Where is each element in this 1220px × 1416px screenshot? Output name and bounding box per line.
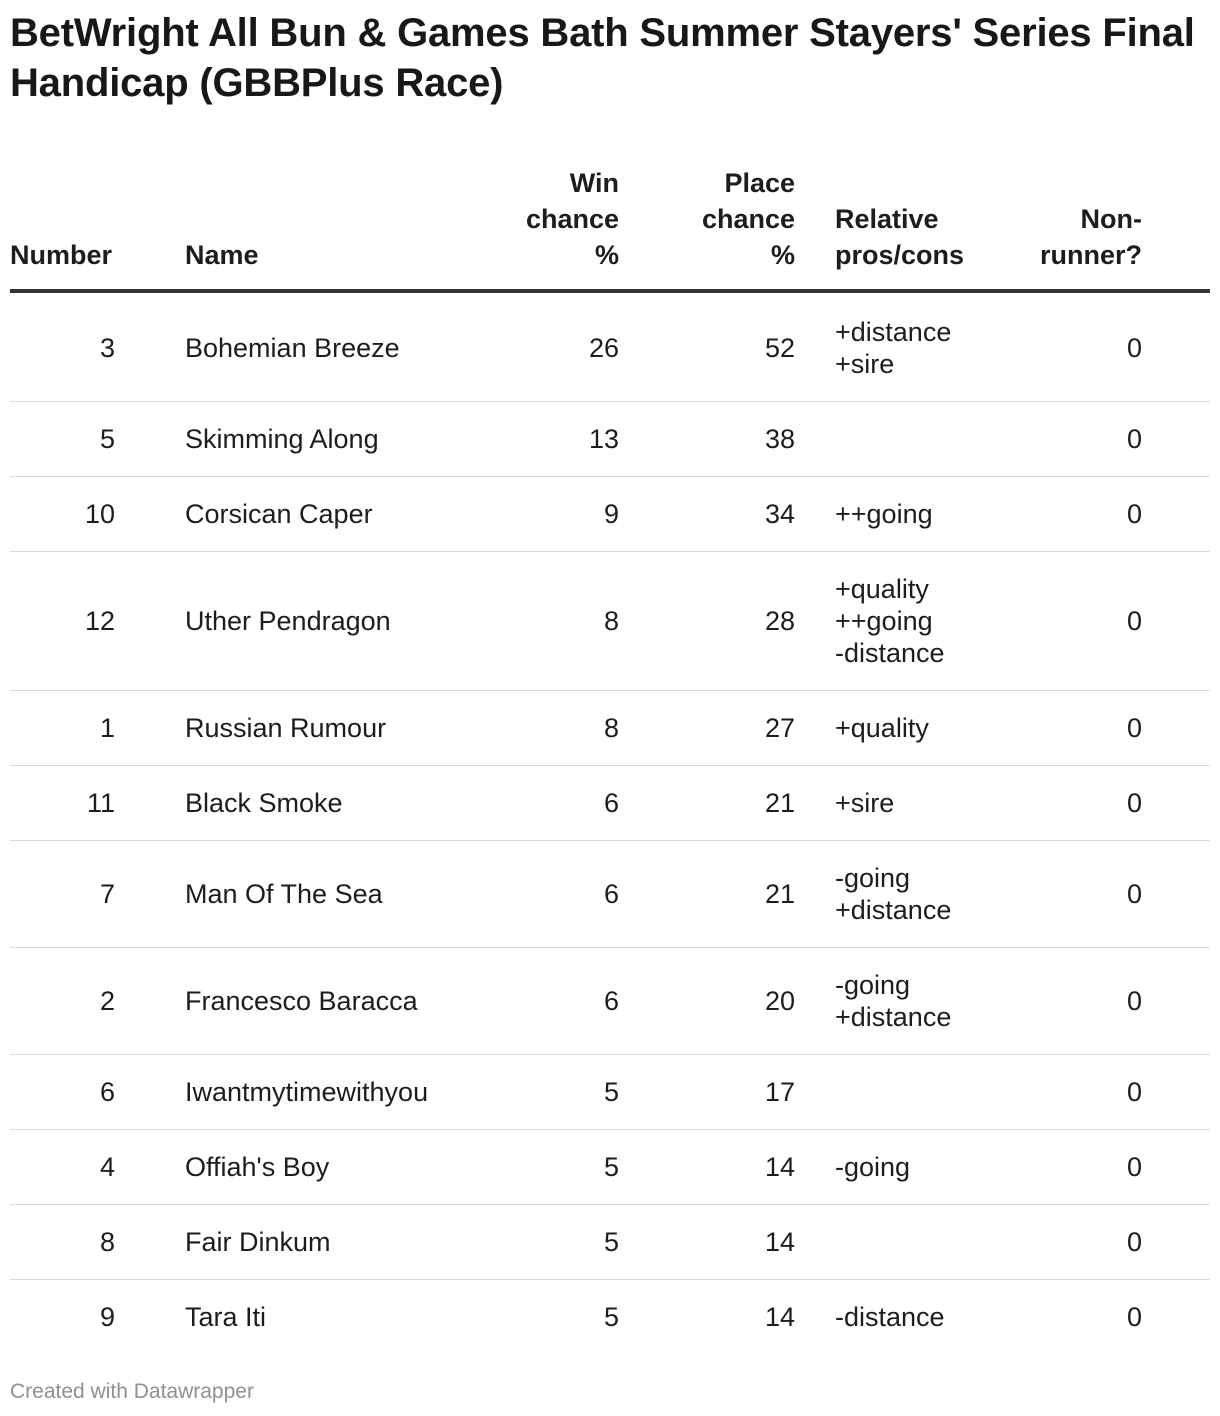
- table-row: [10, 766, 1210, 841]
- cell-number: 5: [10, 402, 185, 477]
- table-row: [10, 402, 1210, 477]
- cell-pros-cons: [798, 477, 994, 552]
- table-row: [10, 1130, 1210, 1205]
- header-pros-cons[interactable]: [798, 165, 994, 291]
- cell-win-chance: 5: [470, 1055, 622, 1130]
- header-line: chance: [525, 204, 619, 234]
- cell-number: 10: [10, 477, 185, 552]
- cell-non-runner: 0: [994, 291, 1142, 402]
- cell-place-chance: 14: [764, 1302, 795, 1332]
- header-place-chance[interactable]: [622, 165, 798, 291]
- cell-place-chance: 21: [622, 841, 798, 948]
- pros-cons-item: +distance: [835, 317, 952, 347]
- cell-win-chance: 5: [470, 1130, 622, 1205]
- cell-clipped-column: [1142, 291, 1210, 402]
- pros-cons-item: -going: [835, 863, 911, 893]
- cell-clipped-column: [1142, 766, 1210, 841]
- cell-clipped-column: [1142, 948, 1210, 1055]
- cell-pros-cons: [798, 766, 994, 841]
- table-row: [10, 477, 1210, 552]
- cell-place-chance: 21: [622, 766, 798, 841]
- header-line: Place: [724, 168, 795, 198]
- cell-clipped-column: [1142, 841, 1210, 948]
- header-win-chance[interactable]: [470, 165, 622, 291]
- cell-pros-cons: [798, 1055, 994, 1130]
- pros-cons-item: ++going: [835, 499, 933, 529]
- cell-win-chance: 13: [470, 402, 622, 477]
- cell-clipped-column: [1142, 1055, 1210, 1130]
- cell-pros-cons: [798, 691, 994, 766]
- cell-non-runner: 0: [994, 691, 1142, 766]
- table-row: [10, 691, 1210, 766]
- pros-cons-item: ++going: [835, 606, 933, 636]
- table-row: [10, 841, 1210, 948]
- cell-place-chance: 14: [622, 1130, 798, 1205]
- cell-place-chance: 52: [622, 291, 798, 402]
- cell-name: Corsican Caper: [185, 477, 470, 552]
- header-clipped-column: [1142, 165, 1210, 291]
- table-body: [10, 291, 1210, 1354]
- chart-title: BetWright All Bun & Games Bath Summer Stayers' Series Final Handicap (GBBPlus Race): [10, 11, 1195, 105]
- cell-place-chance: 28: [622, 552, 798, 691]
- cell-pros-cons: [798, 1130, 994, 1205]
- cell-win-chance: 9: [470, 477, 622, 552]
- cell-win-chance: 5: [603, 1302, 619, 1332]
- cell-name: Skimming Along: [185, 402, 470, 477]
- header-line: Win: [569, 168, 619, 198]
- footer-credit[interactable]: Created with Datawrapper: [10, 1380, 254, 1403]
- cell-name: Fair Dinkum: [185, 1205, 470, 1280]
- table-row: [10, 291, 1210, 402]
- results-table-container: [10, 165, 1210, 1354]
- cell-name: Tara Iti: [185, 1302, 267, 1332]
- cell-win-chance: 8: [470, 691, 622, 766]
- cell-name: Offiah's Boy: [185, 1130, 470, 1205]
- table-row: [10, 1280, 1210, 1355]
- pros-cons-item: +distance: [835, 895, 952, 925]
- cell-non-runner: 0: [994, 1055, 1142, 1130]
- cell-name: Uther Pendragon: [185, 552, 470, 691]
- cell-clipped-column: [1142, 552, 1210, 691]
- header-line: Number: [10, 240, 113, 270]
- cell-pros-cons: [798, 291, 994, 402]
- cell-place-chance: 20: [622, 948, 798, 1055]
- table-row: [10, 1055, 1210, 1130]
- cell-number: 4: [10, 1130, 185, 1205]
- header-row: [10, 165, 1210, 291]
- cell-pros-cons: [798, 1205, 994, 1280]
- cell-win-chance: 8: [470, 552, 622, 691]
- cell-name: Iwantmytimewithyou: [185, 1055, 470, 1130]
- cell-non-runner: 0: [994, 1205, 1142, 1280]
- cell-pros-cons: [798, 1280, 994, 1355]
- cell-number: 6: [10, 1055, 185, 1130]
- cell-win-chance: 6: [470, 841, 622, 948]
- cell-name: Russian Rumour: [185, 691, 470, 766]
- cell-win-chance: 5: [470, 1205, 622, 1280]
- cell-clipped-column: [1142, 1130, 1210, 1205]
- table-header: [10, 165, 1210, 291]
- cell-non-runner: 0: [994, 402, 1142, 477]
- cell-number: 8: [10, 1205, 185, 1280]
- header-line: %: [770, 240, 795, 270]
- pros-cons-item: +quality: [835, 713, 929, 743]
- cell-name: Black Smoke: [185, 766, 470, 841]
- cell-number: 11: [10, 766, 185, 841]
- header-non-runner[interactable]: [994, 165, 1142, 291]
- cell-pros-cons: [798, 402, 994, 477]
- cell-non-runner: 0: [994, 477, 1142, 552]
- cell-pros-cons: [798, 948, 994, 1055]
- pros-cons-item: -distance: [835, 638, 945, 668]
- cell-place-chance: 14: [622, 1205, 798, 1280]
- cell-clipped-column: [1142, 477, 1210, 552]
- table-row: [10, 552, 1210, 691]
- header-number[interactable]: [10, 165, 185, 291]
- pros-cons-item: +distance: [835, 1002, 952, 1032]
- pros-cons-item: -going: [835, 970, 911, 1000]
- cell-number: 9: [99, 1302, 115, 1332]
- cell-clipped-column: [1142, 691, 1210, 766]
- cell-number: 1: [10, 691, 185, 766]
- pros-cons-item: -distance: [835, 1302, 945, 1332]
- cell-non-runner: 0: [994, 552, 1142, 691]
- cell-win-chance: 26: [470, 291, 622, 402]
- cell-number: 2: [10, 948, 185, 1055]
- pros-cons-item: +sire: [835, 349, 895, 379]
- cell-pros-cons: [798, 552, 994, 691]
- results-table: [10, 165, 1210, 1354]
- cell-place-chance: 38: [622, 402, 798, 477]
- cell-place-chance: 27: [622, 691, 798, 766]
- cell-name: Man Of The Sea: [185, 841, 470, 948]
- header-line: Relative: [835, 204, 939, 234]
- cell-place-chance: 17: [622, 1055, 798, 1130]
- cell-place-chance: 34: [622, 477, 798, 552]
- header-line: chance: [701, 204, 795, 234]
- cell-non-runner: 0: [1126, 1302, 1142, 1332]
- pros-cons-item: +quality: [835, 574, 929, 604]
- cell-clipped-column: [1142, 1205, 1210, 1280]
- header-line: Non-: [1080, 204, 1142, 234]
- header-name[interactable]: [185, 165, 470, 291]
- cell-number: 3: [10, 291, 185, 402]
- pros-cons-item: +sire: [835, 788, 895, 818]
- header-line: pros/cons: [835, 240, 965, 270]
- table-row: [10, 948, 1210, 1055]
- cell-number: 7: [10, 841, 185, 948]
- pros-cons-item: -going: [835, 1152, 911, 1182]
- cell-non-runner: 0: [994, 948, 1142, 1055]
- cell-non-runner: 0: [994, 841, 1142, 948]
- header-line: runner?: [1039, 240, 1142, 270]
- cell-clipped-column: [1142, 402, 1210, 477]
- cell-number: 12: [10, 552, 185, 691]
- table-row: [10, 1205, 1210, 1280]
- header-line: %: [594, 240, 619, 270]
- cell-non-runner: 0: [994, 1130, 1142, 1205]
- cell-win-chance: 6: [470, 766, 622, 841]
- header-line: Name: [185, 240, 259, 270]
- cell-clipped-column: [1142, 1280, 1210, 1355]
- cell-pros-cons: [798, 841, 994, 948]
- cell-name: Francesco Baracca: [185, 948, 470, 1055]
- cell-win-chance: 6: [470, 948, 622, 1055]
- cell-non-runner: 0: [994, 766, 1142, 841]
- cell-name: Bohemian Breeze: [185, 291, 470, 402]
